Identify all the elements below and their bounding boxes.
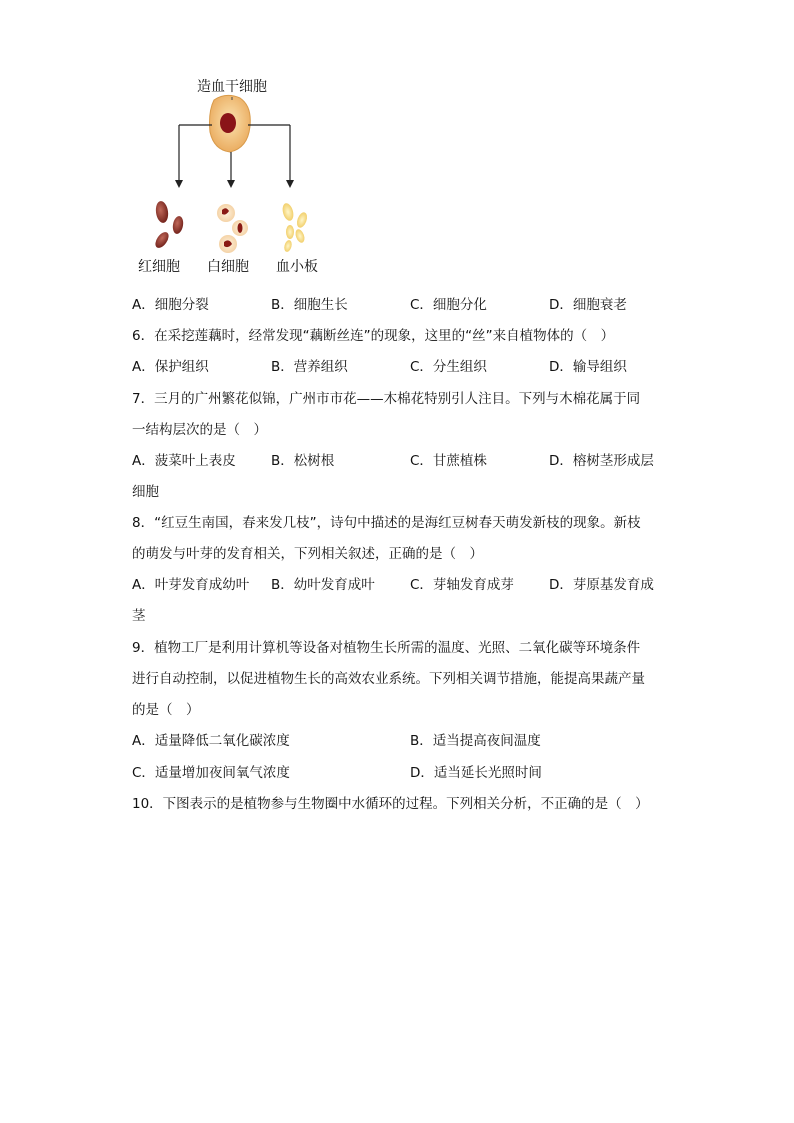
q9-option-c[interactable]: C．适量增加夜间氧气浓度 [132,765,290,781]
q8-option-d[interactable]: D．芽原基发育成 [549,577,654,593]
q5-option-c[interactable]: C．细胞分化 [410,297,487,313]
q5-option-a[interactable]: A．细胞分裂 [132,297,209,313]
q7-option-d[interactable]: D．榕树茎形成层 [549,453,654,469]
q8-stem-line2: 的萌发与叶芽的发育相关，下列相关叙述，正确的是（ ） [132,546,483,562]
q7-option-a[interactable]: A．菠菜叶上表皮 [132,453,236,469]
q6-option-d[interactable]: D．输导组织 [549,359,627,375]
red-blood-cell-icon [153,200,185,250]
q6-option-b[interactable]: B．营养组织 [271,359,348,375]
q7-option-b[interactable]: B．松树根 [271,453,335,469]
q9-option-d[interactable]: D．适当延长光照时间 [410,765,542,781]
q5-option-d[interactable]: D．细胞衰老 [549,297,627,313]
q8-option-c[interactable]: C．芽轴发育成芽 [410,577,514,593]
platelet-icon [281,202,309,253]
platelet-label: 血小板 [276,259,318,275]
q9-stem-line2: 进行自动控制，以促进植物生长的高效农业系统。下列相关调节措施，能提高果蔬产量 [132,671,645,687]
q7-option-c[interactable]: C．甘蔗植株 [410,453,487,469]
q8-option-b[interactable]: B．幼叶发育成叶 [271,577,375,593]
white-cell-label: 白细胞 [207,259,249,275]
q8-stem-line1: 8．“红豆生南国，春来发几枝”，诗句中描述的是海红豆树春天萌发新枝的现象。新枝 [132,515,641,531]
q5-option-b[interactable]: B．细胞生长 [271,297,348,313]
differentiation-diagram [130,70,330,270]
q9-stem-line3: 的是（ ） [132,702,200,718]
white-blood-cell-icon [217,204,248,253]
q9-option-b[interactable]: B．适当提高夜间温度 [410,733,541,749]
q6-option-a[interactable]: A．保护组织 [132,359,209,375]
red-cell-label: 红细胞 [138,259,180,275]
q7-option-d-wrap: 细胞 [132,484,159,500]
q6-option-c[interactable]: C．分生组织 [410,359,487,375]
stem-cell-figure [130,70,330,280]
stem-cell-label: 造血干细胞 [197,79,267,95]
q9-option-a[interactable]: A．适量降低二氧化碳浓度 [132,733,290,749]
q6-stem: 6．在采挖莲藕时，经常发现“藕断丝连”的现象，这里的“丝”来自植物体的（ ） [132,328,615,344]
q7-stem-line1: 7．三月的广州繁花似锦，广州市市花——木棉花特别引人注目。下列与木棉花属于同 [132,391,641,407]
q7-stem-line2: 一结构层次的是（ ） [132,422,267,438]
q8-option-a[interactable]: A．叶芽发育成幼叶 [132,577,250,593]
q9-stem-line1: 9．植物工厂是利用计算机等设备对植物生长所需的温度、光照、二氧化碳等环境条件 [132,640,641,656]
q8-option-d-wrap: 茎 [132,608,146,624]
q10-stem: 10．下图表示的是植物参与生物圈中水循环的过程。下列相关分析，不正确的是（ ） [132,796,649,812]
stem-cell-icon [210,95,251,152]
